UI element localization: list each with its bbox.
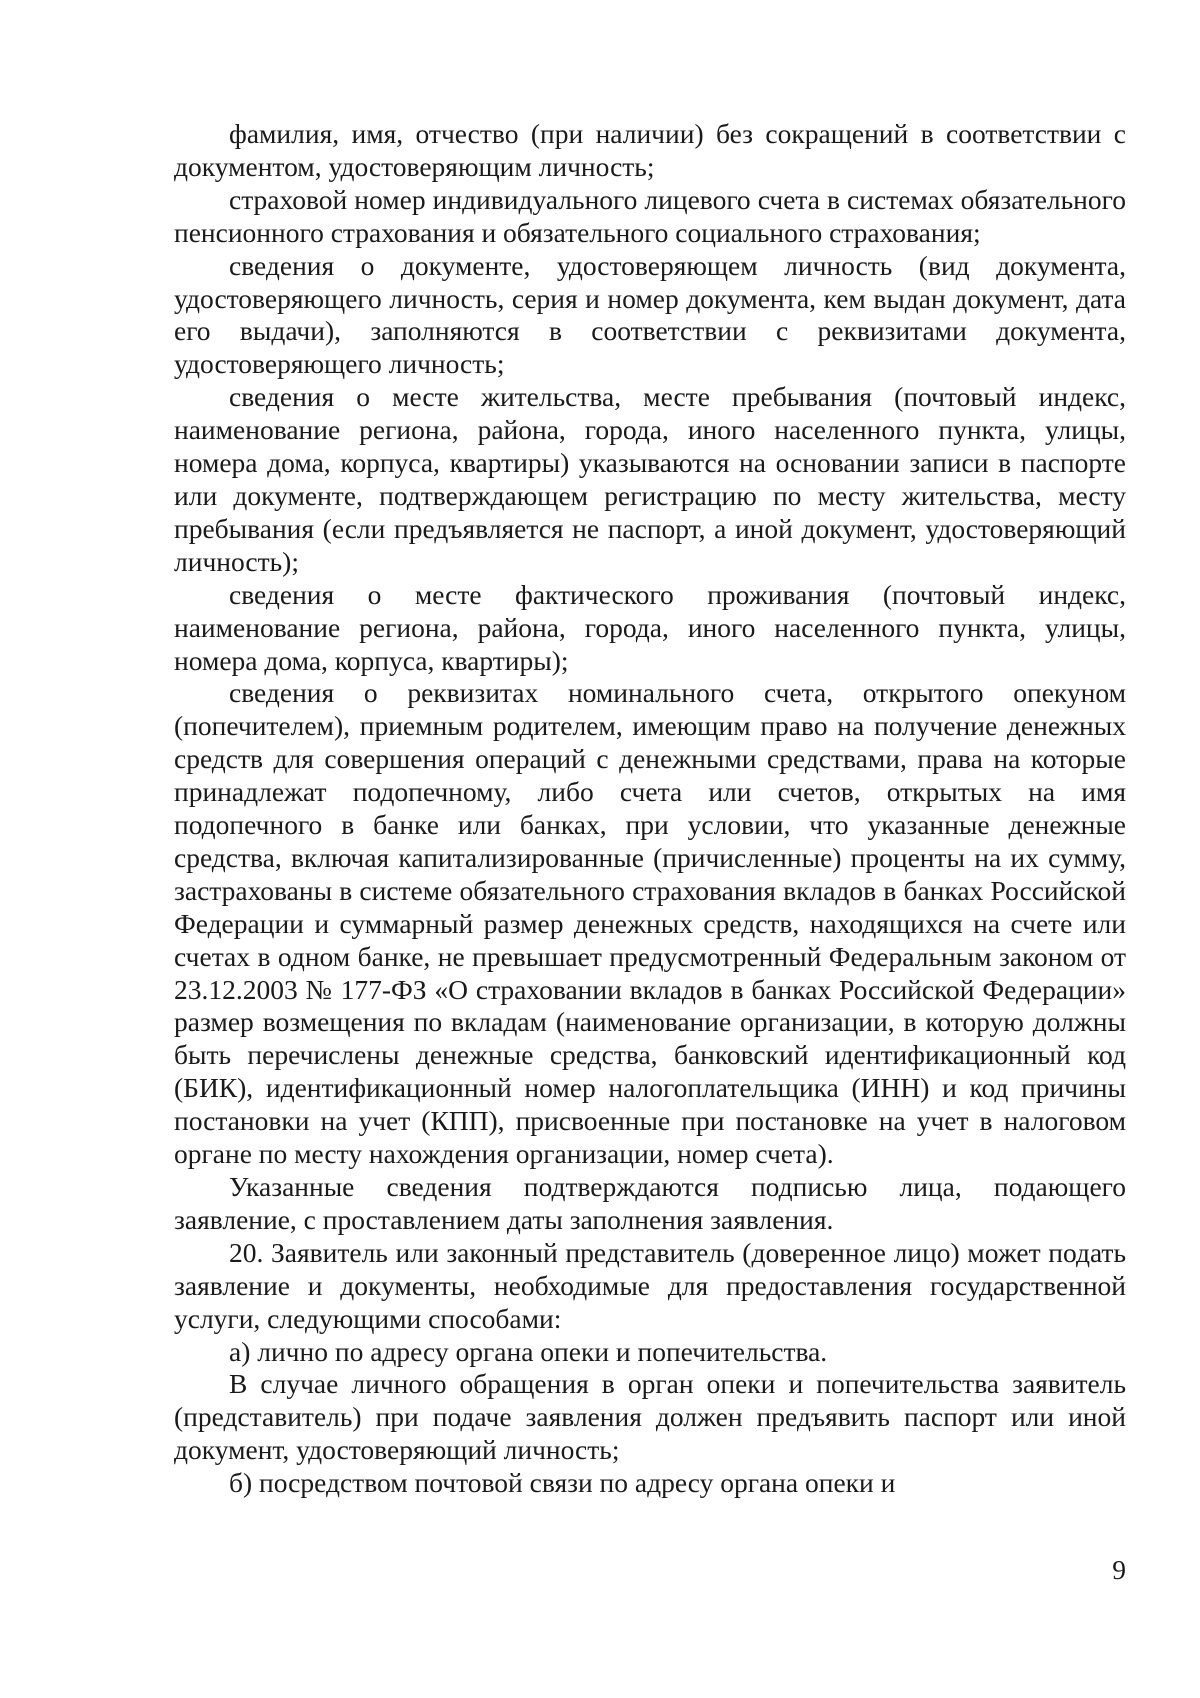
- paragraph-identity-document: сведения о документе, удостоверяющем личность (вид документа, удостоверяющего личность, серия и номер документа, кем выдан документ, дата его выдачи), заполняются в соответствии с реквизитами документа, удостоверяющего личность;: [174, 249, 1126, 380]
- paragraph-snils: страховой номер индивидуального лицевого счета в системах обязательного пенсионного страхования и обязательного социального страхования;: [174, 183, 1126, 248]
- paragraph-full-name: фамилия, имя, отчество (при наличии) без сокращений в соответствии с документом, удостоверяющим личность;: [174, 118, 1126, 182]
- paragraph-residence: сведения о месте жительства, месте пребывания (почтовый индекс, наименование региона, района, города, иного населенного пункта, улицы, номера дома, корпуса, квартиры) указываются на основании записи в паспорте или документе, подтверждающем регистрацию по месту жительства, месту пребывания (если предъявляется не паспорт, а иной документ, удостоверяющий личность);: [174, 381, 1126, 577]
- paragraph-bank-account: сведения о реквизитах номинального счета, открытого опекуном (попечителем), приемным родителем, имеющим право на получение денежных средств для совершения операций с денежными средствами, права на которые принадлежат подопечному, либо счета или счетов, открытых на имя подопечного в банке или банках, при условии, что указанные денежные средства, включая капитализированные (причисленные) проценты на их сумму, застрахованы в системе обязательного страхования вкладов в банках Российской Федерации и суммарный размер денежных средств, находящихся на счете или счетах в одном банке, не превышает предусмотренный Федеральным законом от 23.12.2003 № 177-ФЗ «О страховании вкладов в банках Российской Федерации» размер возмещения по вкладам (наименование организации, в которую должны быть перечислены денежные средства, банковский идентификационный код (БИК), идентификационный номер налогоплательщика (ИНН) и код причины постановки на учет (КПП), присвоенные при постановке на учет в налоговом органе по месту нахождения организации, номер счета).: [174, 677, 1126, 1170]
- page-number: 9: [1112, 1554, 1126, 1585]
- paragraph-item-b: б) посредством почтовой связи по адресу органа опеки и: [229, 1467, 896, 1499]
- paragraph-section-20: 20. Заявитель или законный представитель (доверенное лицо) может подать заявление и документы, необходимые для предоставления государственной услуги, следующими способами:: [174, 1236, 1126, 1334]
- paragraph-actual-residence: сведения о месте фактического проживания (почтовый индекс, наименование региона, района, города, иного населенного пункта, улицы, номера дома, корпуса, квартиры);: [174, 578, 1126, 676]
- paragraph-signature: Указанные сведения подтверждаются подписью лица, подающего заявление, с проставлением даты заполнения заявления.: [174, 1171, 1126, 1235]
- paragraph-item-a: а) лично по адресу органа опеки и попечительства.: [229, 1335, 828, 1367]
- paragraph-personal-visit: В случае личного обращения в орган опеки и попечительства заявитель (представитель) при подаче заявления должен предъявить паспорт или иной документ, удостоверяющий личность;: [174, 1368, 1126, 1466]
- document-body: [174, 118, 1126, 1500]
